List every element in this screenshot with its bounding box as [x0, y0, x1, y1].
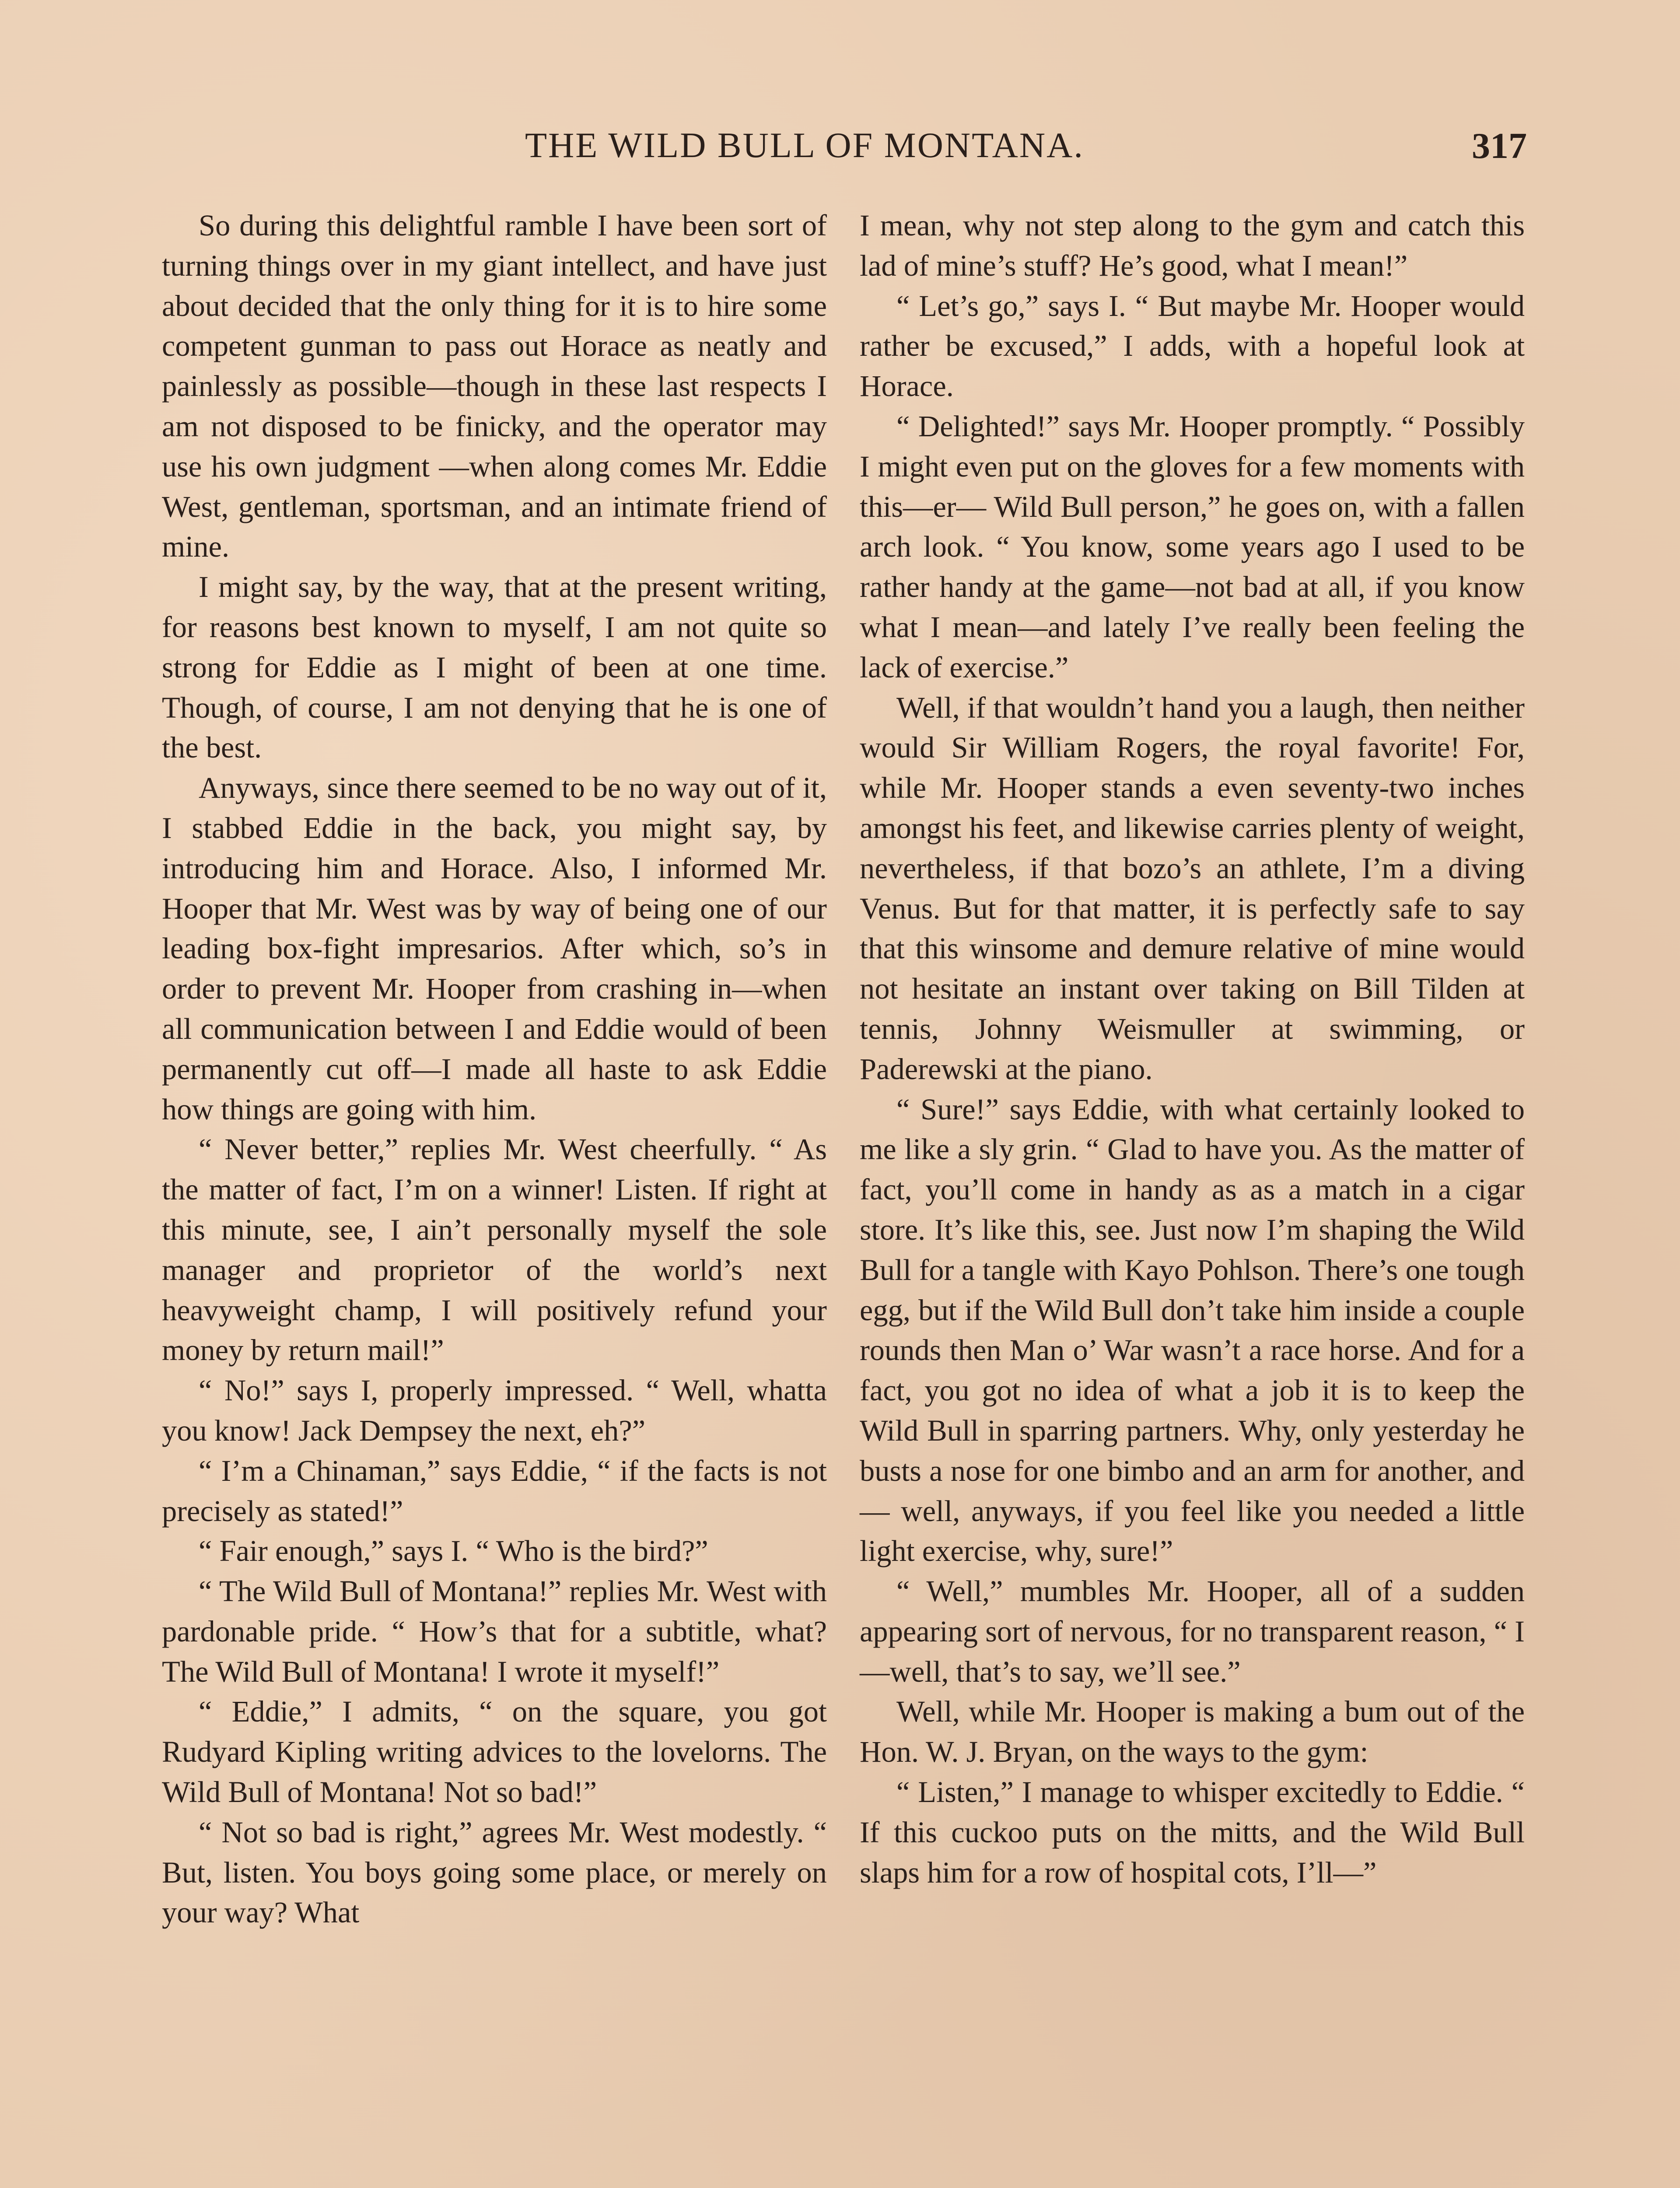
- paragraph: Well, while Mr. Hooper is making a bum out of the Hon. W. J. Bryan, on the ways to the gym:: [860, 1695, 1525, 1769]
- paragraph: So during this delightful ramble I have been sort of turning things over in my giant intellect, and have just about decided that the only thing for it is to hire some competent gunman to pass out Horace as neatly and painlessly as possible—though in these last respects I am not disposed to be finicky, and the operator may use his own judgment —when along comes Mr. Eddie West, gentleman, sportsman, and an intimate friend of mine.: [162, 209, 827, 564]
- paragraph: “ I’m a Chinaman,” says Eddie, “ if the facts is not precisely as stated!”: [162, 1454, 827, 1528]
- paragraph-continuation: I mean, why not step along to the gym and catch this lad of mine’s stuff? He’s good, what I mean!”: [860, 209, 1525, 282]
- paragraph: “ Fair enough,” says I. “ Who is the bird?”: [199, 1534, 708, 1568]
- paragraph: “ The Wild Bull of Montana!” replies Mr. West with pardonable pride. “ How’s that for a subtitle, what? The Wild Bull of Montana! I wrote it myself!”: [162, 1574, 827, 1688]
- paragraph: I might say, by the way, that at the present writing, for reasons best known to myself, I am not quite so strong for Eddie as I might of been at one time. Though, of course, I am not denying that he is one of the best.: [162, 570, 827, 764]
- right-column: [860, 206, 1525, 1893]
- paragraph: Well, if that wouldn’t hand you a laugh, then neither would Sir William Rogers, the royal favorite! For, while Mr. Hooper stands a even seventy-two inches amongst his feet, and likewise carries plenty of weight, nevertheless, if that bozo’s an athlete, I’m a diving Venus. But for that matter, it is perfectly safe to say that this winsome and demure relative of mine would not hesitate an instant over taking on Bill Tilden at tennis, Johnny Weismuller at swimming, or Paderewski at the piano.: [860, 691, 1525, 1086]
- paragraph: “ No!” says I, properly impressed. “ Well, whatta you know! Jack Dempsey the next, eh?”: [162, 1374, 827, 1447]
- left-column: [162, 206, 827, 1933]
- paragraph: “ Well,” mumbles Mr. Hooper, all of a sudden appearing sort of nervous, for no transparent reason, “ I—well, that’s to say, we’ll see.”: [860, 1574, 1525, 1688]
- paragraph: “ Delighted!” says Mr. Hooper promptly. “ Possibly I might even put on the gloves for a few moments with this—er— Wild Bull person,” he goes on, with a fallen arch look. “ You know, some years ago I used to be rather handy at the game—not bad at all, if you know what I mean—and lately I’ve really been feeling the lack of exercise.”: [860, 409, 1525, 684]
- paragraph: Anyways, since there seemed to be no way out of it, I stabbed Eddie in the back, you might say, by introducing him and Horace. Also, I informed Mr. Hooper that Mr. West was by way of being one of our leading box-fight impresarios. After which, so’s in order to prevent Mr. Hooper from crashing in—when all communication between I and Eddie would of been permanently cut off—I made all haste to ask Eddie how things are going with him.: [162, 771, 827, 1126]
- page-number: 317: [1472, 126, 1527, 166]
- paragraph: “ Never better,” replies Mr. West cheerfully. “ As the matter of fact, I’m on a winner! Listen. If right at this minute, see, I ain’t personally myself the sole manager and proprietor of the world’s next heavyweight champ, I will positively refund your money by return mail!”: [162, 1133, 827, 1367]
- paragraph: “ Not so bad is right,” agrees Mr. West modestly. “ But, listen. You boys going some place, or merely on your way? What: [162, 1815, 827, 1929]
- running-head: THE WILD BULL OF MONTANA.: [525, 125, 1084, 165]
- paragraph: “ Listen,” I manage to whisper excitedly to Eddie. “ If this cuckoo puts on the mitts, and the Wild Bull slaps him for a row of hospital cots, I’ll—”: [860, 1775, 1525, 1889]
- paragraph: “ Eddie,” I admits, “ on the square, you got Rudyard Kipling writing advices to the lovelorns. The Wild Bull of Montana! Not so bad!”: [162, 1695, 827, 1809]
- paragraph: “ Sure!” says Eddie, with what certainly looked to me like a sly grin. “ Glad to have you. As the matter of fact, you’ll come in handy as as a match in a cigar store. It’s like this, see. Just now I’m shaping the Wild Bull for a tangle with Kayo Pohlson. There’s one tough egg, but if the Wild Bull don’t take him inside a couple rounds then Man o’ War wasn’t a race horse. And for a fact, you got no idea of what a job it is to keep the Wild Bull in sparring partners. Why, only yesterday he busts a nose for one bimbo and an arm for another, and— well, anyways, if you feel like you needed a little light exercise, why, sure!”: [860, 1092, 1525, 1568]
- page-header: [162, 125, 1527, 186]
- paragraph: “ Let’s go,” says I. “ But maybe Mr. Hooper would rather be excused,” I adds, with a hopeful look at Horace.: [860, 289, 1525, 403]
